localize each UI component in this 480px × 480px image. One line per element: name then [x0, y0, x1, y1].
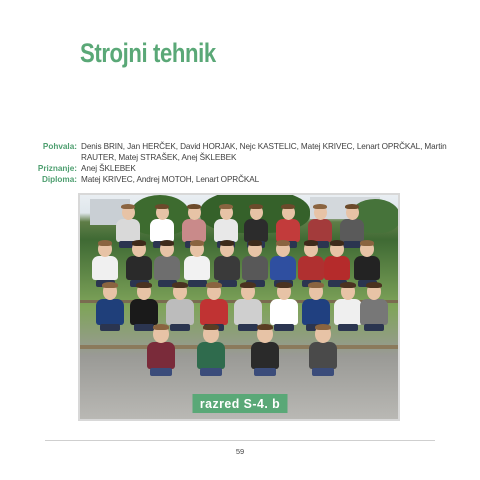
student-shirt — [92, 256, 118, 280]
award-row-diploma — [20, 174, 460, 185]
bench — [80, 345, 400, 349]
student-hair — [360, 240, 374, 246]
student-shirt — [360, 299, 387, 325]
student-figure — [304, 323, 342, 375]
student-shirt — [200, 299, 227, 325]
student-shirt — [324, 256, 350, 280]
student-figure — [88, 239, 122, 286]
student-hair — [153, 324, 169, 330]
award-row-priznanje — [20, 163, 460, 174]
student-shirt — [242, 256, 268, 280]
student-hair — [240, 282, 255, 288]
page-title: Strojni tehnik — [80, 38, 216, 68]
student-figure — [246, 323, 284, 375]
award-row-pohvala — [20, 141, 460, 163]
student-hair — [257, 324, 273, 330]
student-hair — [249, 204, 263, 209]
footer-divider — [45, 440, 435, 441]
award-names: Denis BRIN, Jan HERČEK, David HORJAK, Nejc KASTELIC, Matej KRIVEC, Lenart OPRČKAL, Martin RAUTER, Matej STRAŠEK, Anej ŠKLEBEK — [81, 142, 447, 162]
student-hair — [276, 240, 290, 246]
student-hair — [340, 282, 355, 288]
student-legs — [254, 368, 275, 376]
award-label: Pohvala: — [42, 142, 77, 151]
student-legs — [100, 324, 120, 332]
student-hair — [366, 282, 381, 288]
student-figure — [350, 239, 384, 286]
student-hair — [132, 240, 146, 246]
award-names: Anej ŠKLEBEK — [81, 164, 136, 173]
student-legs — [312, 368, 333, 376]
student-hair — [281, 204, 295, 209]
student-shirt — [354, 256, 380, 280]
student-hair — [330, 240, 344, 246]
student-legs — [150, 368, 171, 376]
student-shirt — [234, 299, 261, 325]
student-hair — [98, 240, 112, 246]
page-number: 59 — [235, 447, 245, 456]
student-hair — [248, 240, 262, 246]
student-legs — [200, 368, 221, 376]
student-shirt — [270, 256, 296, 280]
award-label: Priznanje: — [37, 164, 77, 173]
student-shirt — [251, 342, 280, 369]
student-legs — [364, 324, 384, 332]
student-hair — [220, 240, 234, 246]
student-shirt — [214, 256, 240, 280]
student-shirt — [147, 342, 176, 369]
student-figure — [192, 323, 230, 375]
student-hair — [313, 204, 327, 209]
student-shirt — [154, 256, 180, 280]
student-hair — [345, 204, 359, 209]
student-hair — [187, 204, 201, 209]
student-hair — [308, 282, 323, 288]
student-hair — [304, 240, 318, 246]
student-shirt — [302, 299, 329, 325]
student-figure — [92, 281, 128, 330]
student-shirt — [96, 299, 123, 325]
student-shirt — [126, 256, 152, 280]
student-shirt — [197, 342, 226, 369]
student-hair — [155, 204, 169, 209]
student-figure — [356, 281, 392, 330]
student-hair — [206, 282, 221, 288]
student-hair — [172, 282, 187, 288]
class-label: razred S-4. b — [193, 394, 288, 413]
student-hair — [276, 282, 291, 288]
student-hair — [203, 324, 219, 330]
student-shirt — [166, 299, 193, 325]
student-hair — [136, 282, 151, 288]
class-photo — [78, 193, 400, 421]
student-shirt — [270, 299, 297, 325]
student-hair — [102, 282, 117, 288]
student-hair — [315, 324, 331, 330]
award-names: Matej KRIVEC, Andrej MOTOH, Lenart OPRČKAL — [81, 175, 260, 184]
student-figure — [142, 323, 180, 375]
student-hair — [160, 240, 174, 246]
award-label: Diploma: — [41, 175, 77, 184]
student-hair — [121, 204, 135, 209]
student-shirt — [130, 299, 157, 325]
awards-list — [20, 141, 460, 185]
student-shirt — [309, 342, 338, 369]
student-shirt — [184, 256, 210, 280]
student-hair — [219, 204, 233, 209]
student-hair — [190, 240, 204, 246]
